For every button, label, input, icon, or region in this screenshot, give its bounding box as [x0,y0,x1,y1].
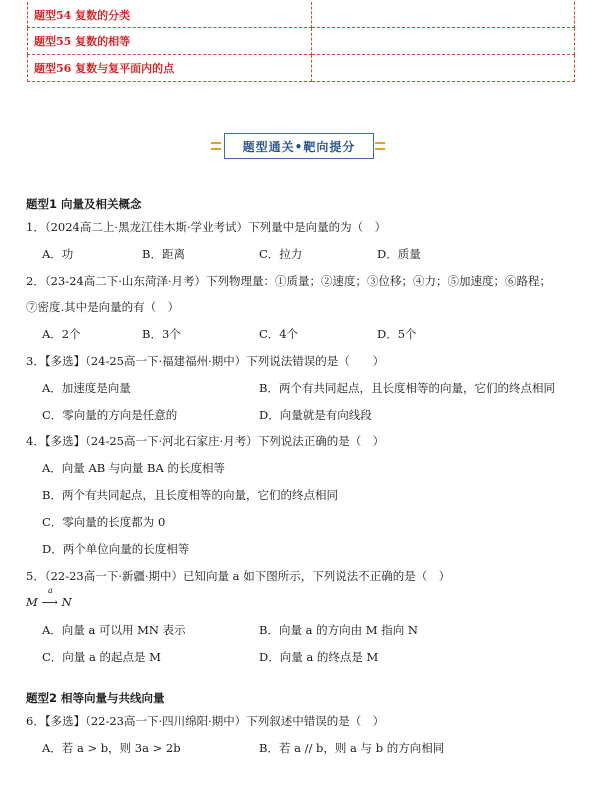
vector-diagram-label: a [48,586,53,595]
vector-diagram-arrow: M ⟶ N [26,595,72,609]
vector-diagram [26,586,72,609]
section-title: 题型2 相等向量与共线向量 [26,691,165,705]
banner-left-bar [211,148,221,150]
question-4-stem: 4．【多选】（24-25高一下·河北石家庄·月考）下列说法正确的是（ ） [26,434,385,448]
question-3-stem: 3．【多选】（24-25高一下·福建福州·期中）下列说法错误的是（ ） [26,354,385,368]
section-title: 题型1 向量及相关概念 [26,197,142,211]
question-1-option-a[interactable]: A．功 [42,247,74,261]
toc-row [28,2,575,28]
toc-row [28,55,575,82]
question-1-stem: 1．（2024高二上·黑龙江佳木斯·学业考试）下列量中是向量的为（ ） [26,220,387,234]
question-5-option-c[interactable]: C．向量 a 的起点是 M [42,650,161,664]
toc-row [28,28,575,55]
toc-table [27,2,575,82]
question-4-option-d[interactable]: D．两个单位向量的长度相等 [42,542,190,556]
section-banner [211,129,385,163]
banner-title: 题型通关•靶向提分 [224,133,374,159]
banner-left-bar [211,142,221,144]
banner-right-bar [375,142,385,144]
question-2-option-d[interactable]: D．5个 [377,327,417,341]
question-2-stem-cont: ⑦密度.其中是向量的有（ ） [26,300,180,314]
question-2-option-b[interactable]: B．3个 [142,327,181,341]
question-6-option-b[interactable]: B．若 a // b，则 a 与 b 的方向相同 [259,741,445,755]
toc-row-page [312,2,575,28]
question-2-option-c[interactable]: C．4个 [259,327,299,341]
question-1-option-d[interactable]: D．质量 [377,247,421,261]
question-3-option-b[interactable]: B．两个有共同起点，且长度相等的向量，它们的终点相同 [259,381,555,395]
question-4-option-b[interactable]: B．两个有共同起点，且长度相等的向量，它们的终点相同 [42,488,338,502]
question-2-stem: 2．（23-24高二下·山东菏泽·月考）下列物理量：①质量；②速度；③位移；④力；⑤加速度；⑥路程； [26,274,552,288]
toc-row-page [312,28,575,55]
question-4-option-c[interactable]: C．零向量的长度都为 0 [42,515,166,529]
question-6-option-a[interactable]: A．若 a > b，则 3a > 2b [42,741,181,755]
question-2-option-a[interactable]: A．2个 [42,327,81,341]
question-3-option-a[interactable]: A．加速度是向量 [42,381,131,395]
toc-row-label[interactable]: 题型56 复数与复平面内的点 [28,55,312,82]
question-3-option-d[interactable]: D．向量就是有向线段 [259,408,372,422]
question-6-stem: 6．【多选】（22-23高一下·四川绵阳·期中）下列叙述中错误的是（ ） [26,714,385,728]
question-1-option-b[interactable]: B．距离 [142,247,185,261]
question-4-option-a[interactable]: A．向量 AB 与向量 BA 的长度相等 [42,461,225,475]
question-3-option-c[interactable]: C．零向量的方向是任意的 [42,408,178,422]
question-5-option-a[interactable]: A．向量 a 可以用 MN 表示 [42,623,186,637]
toc-row-page [312,55,575,82]
question-5-option-b[interactable]: B．向量 a 的方向由 M 指向 N [259,623,418,637]
toc-row-label[interactable]: 题型54 复数的分类 [28,2,312,28]
question-1-option-c[interactable]: C．拉力 [259,247,303,261]
question-5-stem: 5．（22-23高一下·新疆·期中）已知向量 a 如下图所示，下列说法不正确的是（ ） [26,569,451,583]
banner-right-bar [375,148,385,150]
toc-row-label[interactable]: 题型55 复数的相等 [28,28,312,55]
question-5-option-d[interactable]: D．向量 a 的终点是 M [259,650,379,664]
